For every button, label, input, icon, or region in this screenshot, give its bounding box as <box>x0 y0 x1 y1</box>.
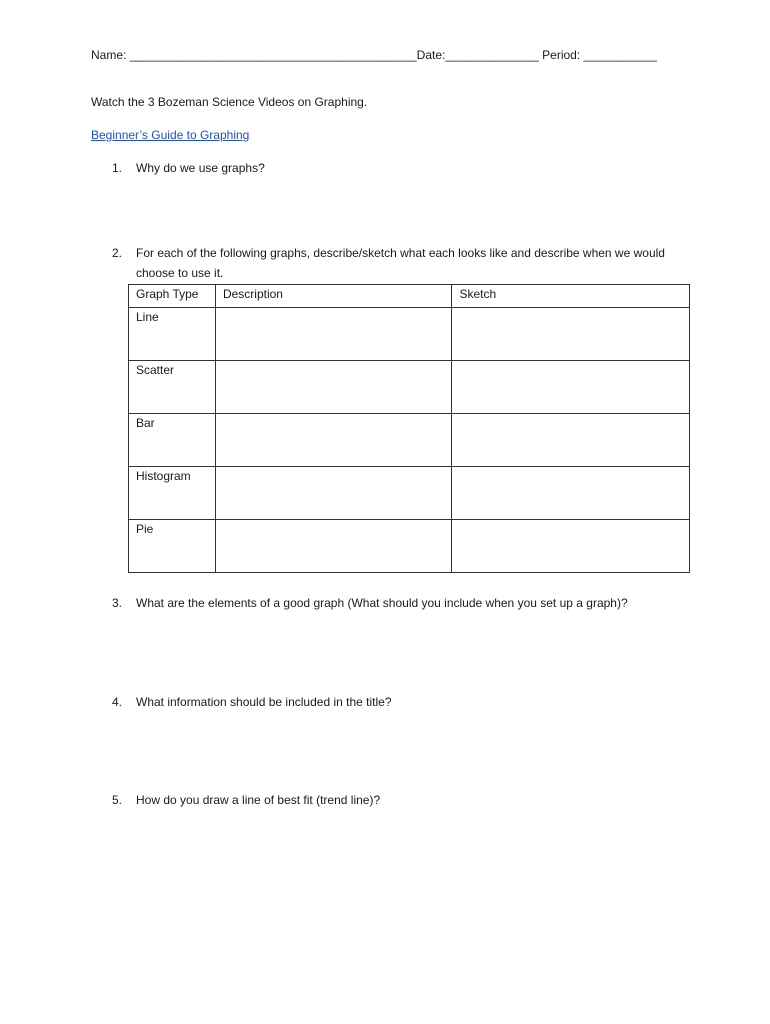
graph-type-cell: Pie <box>129 520 216 573</box>
sketch-cell[interactable] <box>452 414 690 467</box>
header-graph-type: Graph Type <box>129 285 216 308</box>
table-row <box>129 308 690 361</box>
date-field[interactable]: ______________ <box>445 48 539 62</box>
graph-type-cell: Scatter <box>129 361 216 414</box>
question-number: 2. <box>112 246 123 260</box>
sketch-cell[interactable] <box>452 520 690 573</box>
header-line <box>91 48 657 62</box>
date-label: Date: <box>416 48 446 62</box>
graph-types-table <box>128 284 690 573</box>
graph-type-cell: Histogram <box>129 467 216 520</box>
question-text: For each of the following graphs, describe/sketch what each looks like and describe when we would choose to use it. <box>136 246 665 280</box>
sketch-cell[interactable] <box>452 361 690 414</box>
table-row <box>129 414 690 467</box>
sketch-cell[interactable] <box>452 308 690 361</box>
period-label: Period: <box>542 48 581 62</box>
header-description: Description <box>215 285 452 308</box>
table-header-row <box>129 285 690 308</box>
guide-link[interactable]: Beginner’s Guide to Graphing <box>91 128 250 142</box>
question-text: What information should be included in the title? <box>136 695 392 709</box>
description-cell[interactable] <box>215 467 452 520</box>
graph-type-cell: Line <box>129 308 216 361</box>
question-number: 1. <box>112 161 123 175</box>
table-row <box>129 361 690 414</box>
table-row <box>129 467 690 520</box>
question-number: 5. <box>112 793 123 807</box>
description-cell[interactable] <box>215 414 452 467</box>
question-number: 3. <box>112 596 123 610</box>
question-text: How do you draw a line of best fit (trend line)? <box>136 793 381 807</box>
intro-text: Watch the 3 Bozeman Science Videos on Graphing. <box>91 95 368 109</box>
description-cell[interactable] <box>215 308 452 361</box>
description-cell[interactable] <box>215 520 452 573</box>
sketch-cell[interactable] <box>452 467 690 520</box>
question-text: Why do we use graphs? <box>136 161 265 175</box>
header-sketch: Sketch <box>452 285 690 308</box>
name-field[interactable]: ___________________________________________ <box>129 48 417 62</box>
question-text: What are the elements of a good graph (What should you include when you set up a graph)? <box>136 596 628 610</box>
graph-type-cell: Bar <box>129 414 216 467</box>
question-number: 4. <box>112 695 123 709</box>
period-field[interactable]: ___________ <box>583 48 657 62</box>
table-row <box>129 520 690 573</box>
name-label: Name: <box>91 48 127 62</box>
description-cell[interactable] <box>215 361 452 414</box>
